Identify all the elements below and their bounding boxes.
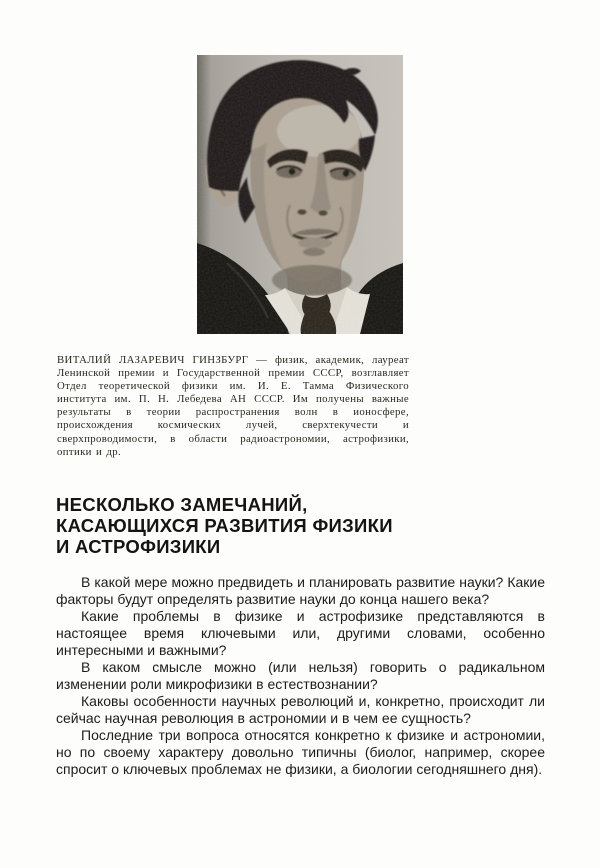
- paragraph-2: Какие проблемы в физике и астрофизике представляются в настоящее время ключевыми или, другими словами, особенно интересными и важными?: [56, 608, 545, 658]
- article-body: [56, 574, 545, 778]
- article-title-line-2: КАСАЮЩИХСЯ РАЗВИТИЯ ФИЗИКИ: [56, 515, 393, 536]
- article-title-line-1: НЕСКОЛЬКО ЗАМЕЧАНИЙ,: [56, 494, 308, 515]
- portrait-illustration: [197, 55, 403, 334]
- photo-caption: ВИТАЛИЙ ЛАЗАРЕВИЧ ГИНЗБУРГ — физик, академик, лауреат Ленинской премии и Государственной премии СССР, возглавляет Отдел теоретической физики им. И. Е. Тамма Физического института им. П. Н. Лебедева АН СССР. Им получены важные результаты в теории распространения волн в ионосфере, происхождения космических лучей, сверхтекучести и сверхпроводимости, в области радиоастрономии, астрофизики, оптики и др.: [57, 354, 409, 458]
- portrait-photo: [197, 55, 403, 334]
- article-title-line-3: И АСТРОФИЗИКИ: [56, 536, 221, 557]
- article-title: [56, 494, 393, 557]
- paragraph-5: Последние три вопроса относятся конкретно к физике и астрономии, но по своему характеру довольно типичны (биолог, например, скорее спросит о ключевых проблемах не физики, а биологии сегодняшнего дня).: [56, 727, 545, 777]
- photo-grain: [197, 55, 403, 334]
- paragraph-4: Каковы особенности научных революций и, конкретно, происходит ли сейчас научная революция в астрономии и в чем ее сущность?: [56, 693, 545, 726]
- paragraph-1: В какой мере можно предвидеть и планировать развитие науки? Какие факторы будут определять развитие науки до конца нашего века?: [56, 574, 545, 607]
- paragraph-3: В каком смысле можно (или нельзя) говорить о радикальном изменении роли микрофизики в естествознании?: [56, 659, 545, 692]
